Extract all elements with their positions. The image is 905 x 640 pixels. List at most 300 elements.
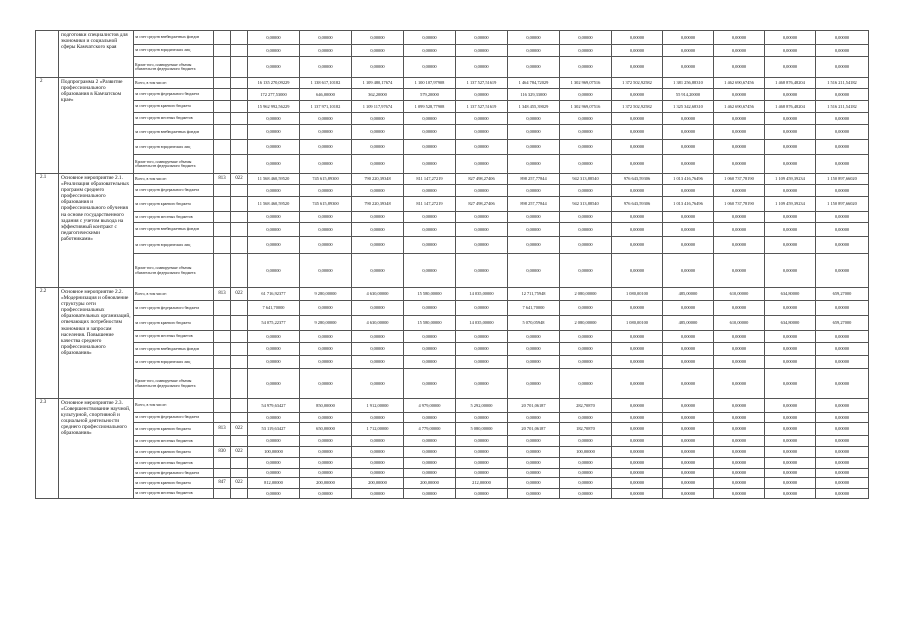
amount-cell: 0,00000 bbox=[456, 223, 508, 237]
amount-cell: 0,00000 bbox=[508, 237, 560, 254]
amount-cell: 0,00000 bbox=[404, 125, 456, 140]
amount-cell: 0,00000 bbox=[404, 343, 456, 356]
amount-cell: 100,00000 bbox=[248, 447, 300, 458]
amount-cell: 0,00000 bbox=[663, 436, 714, 447]
amount-cell: 0,00000 bbox=[714, 458, 765, 469]
amount-cell: 5 070,05948 bbox=[508, 316, 560, 331]
rzpr-code bbox=[231, 125, 248, 140]
amount-cell: 0,00000 bbox=[663, 301, 714, 316]
amount-cell: 0,00000 bbox=[765, 140, 816, 155]
amount-cell: 0,00000 bbox=[352, 301, 404, 316]
amount-cell: 0,00000 bbox=[352, 45, 404, 57]
table-row bbox=[36, 458, 869, 469]
section-number: 2 bbox=[36, 78, 59, 174]
amount-cell: 0,00000 bbox=[352, 356, 404, 369]
amount-cell: 0,00000 bbox=[300, 436, 352, 447]
rzpr-code bbox=[231, 197, 248, 212]
amount-cell: 0,00000 bbox=[456, 331, 508, 343]
grbs-code: 813 bbox=[214, 288, 231, 301]
amount-cell: 0,00000 bbox=[714, 436, 765, 447]
amount-cell: 0,00000 bbox=[765, 413, 816, 423]
amount-cell: 0,00000 bbox=[404, 185, 456, 197]
amount-cell: 0,00000 bbox=[404, 223, 456, 237]
funding-source: за счет средств юридических лиц bbox=[134, 237, 214, 254]
amount-cell: 0,00000 bbox=[300, 413, 352, 423]
amount-cell: 0,00000 bbox=[663, 223, 714, 237]
amount-cell: 172 277,53000 bbox=[248, 89, 300, 101]
table-row bbox=[36, 185, 869, 197]
funding-source: за счет средств краевого бюджета bbox=[134, 447, 214, 458]
amount-cell: 200,00000 bbox=[300, 478, 352, 489]
amount-cell: 0,00000 bbox=[612, 369, 663, 399]
amount-cell: 0,00000 bbox=[248, 436, 300, 447]
amount-cell: 0,00000 bbox=[765, 237, 816, 254]
amount-cell: 0,00000 bbox=[816, 413, 869, 423]
funding-source: за счет средств краевого бюджета bbox=[134, 423, 214, 436]
funding-source: Всего, в том числе: bbox=[134, 399, 214, 413]
amount-cell: 0,00000 bbox=[352, 185, 404, 197]
funding-source: за счет средств краевого бюджета bbox=[134, 101, 214, 113]
amount-cell: 0,00000 bbox=[663, 469, 714, 478]
amount-cell: 0,00000 bbox=[612, 57, 663, 78]
amount-cell: 0,00000 bbox=[560, 45, 612, 57]
grbs-code bbox=[214, 113, 231, 125]
amount-cell: 0,00000 bbox=[508, 45, 560, 57]
amount-cell: 1 137 527,51619 bbox=[456, 78, 508, 89]
rzpr-code bbox=[231, 254, 248, 288]
amount-cell: 0,00000 bbox=[560, 469, 612, 478]
amount-cell: 0,00000 bbox=[248, 223, 300, 237]
amount-cell: 0,00000 bbox=[248, 45, 300, 57]
amount-cell: 0,00000 bbox=[612, 301, 663, 316]
rzpr-code: 022 bbox=[231, 423, 248, 436]
amount-cell: 0,00000 bbox=[612, 125, 663, 140]
funding-source: за счет средств внебюджетных фондов bbox=[134, 31, 214, 45]
amount-cell: 0,00000 bbox=[816, 155, 869, 174]
amount-cell: 0,00000 bbox=[508, 413, 560, 423]
section-number: 2.2 bbox=[36, 288, 59, 399]
amount-cell: 0,00000 bbox=[404, 140, 456, 155]
rzpr-code bbox=[231, 185, 248, 197]
funding-source: за счет средств местных бюджетов bbox=[134, 212, 214, 223]
amount-cell: 1 912,00000 bbox=[352, 399, 404, 413]
amount-cell: 646,00000 bbox=[300, 89, 352, 101]
amount-cell: 0,00000 bbox=[300, 343, 352, 356]
grbs-code: 830 bbox=[214, 447, 231, 458]
amount-cell: 0,00000 bbox=[816, 423, 869, 436]
amount-cell: 0,00000 bbox=[248, 185, 300, 197]
amount-cell: 0,00000 bbox=[300, 57, 352, 78]
amount-cell: 0,00000 bbox=[714, 447, 765, 458]
amount-cell: 0,00000 bbox=[816, 447, 869, 458]
table-row bbox=[36, 155, 869, 174]
amount-cell: 1 325 342,68310 bbox=[663, 101, 714, 113]
amount-cell: 0,00000 bbox=[508, 254, 560, 288]
amount-cell: 0,00000 bbox=[612, 399, 663, 413]
amount-cell: 0,00000 bbox=[765, 369, 816, 399]
table-row bbox=[36, 101, 869, 113]
amount-cell: 634,80000 bbox=[765, 288, 816, 301]
amount-cell: 0,00000 bbox=[300, 301, 352, 316]
amount-cell: 827 498,27406 bbox=[456, 197, 508, 212]
funding-source: за счет средств местных бюджетов bbox=[134, 458, 214, 469]
amount-cell: 0,00000 bbox=[300, 254, 352, 288]
amount-cell: 0,00000 bbox=[404, 212, 456, 223]
amount-cell: 0,00000 bbox=[816, 212, 869, 223]
amount-cell: 790 220,39348 bbox=[352, 174, 404, 185]
amount-cell: 0,00000 bbox=[714, 489, 765, 499]
table-row bbox=[36, 331, 869, 343]
amount-cell: 0,00000 bbox=[714, 212, 765, 223]
table-row bbox=[36, 447, 869, 458]
table-row bbox=[36, 343, 869, 356]
amount-cell: 0,00000 bbox=[714, 413, 765, 423]
amount-cell: 61 716,92377 bbox=[248, 288, 300, 301]
amount-cell: 1 712,00000 bbox=[352, 423, 404, 436]
rzpr-code bbox=[231, 45, 248, 57]
amount-cell: 0,00000 bbox=[714, 223, 765, 237]
grbs-code bbox=[214, 331, 231, 343]
amount-cell: 0,00000 bbox=[560, 113, 612, 125]
amount-cell: 0,00000 bbox=[404, 301, 456, 316]
amount-cell: 0,00000 bbox=[714, 89, 765, 101]
budget-allocation-table bbox=[35, 30, 869, 499]
amount-cell: 0,00000 bbox=[560, 458, 612, 469]
amount-cell: 14 035,00000 bbox=[456, 316, 508, 331]
amount-cell: 4 779,00000 bbox=[404, 423, 456, 436]
amount-cell: 0,00000 bbox=[300, 237, 352, 254]
amount-cell: 0,00000 bbox=[663, 254, 714, 288]
funding-source: за счет средств федерального бюджета bbox=[134, 469, 214, 478]
amount-cell: 0,00000 bbox=[248, 343, 300, 356]
amount-cell: 0,00000 bbox=[248, 237, 300, 254]
amount-cell: 1 150 897,66020 bbox=[816, 197, 869, 212]
table-row bbox=[36, 356, 869, 369]
amount-cell: 0,00000 bbox=[300, 223, 352, 237]
amount-cell: 200,00000 bbox=[352, 478, 404, 489]
amount-cell: 0,00000 bbox=[714, 356, 765, 369]
amount-cell: 1 468 876,48204 bbox=[765, 78, 816, 89]
section-number bbox=[36, 31, 59, 78]
amount-cell: 0,00000 bbox=[404, 237, 456, 254]
grbs-code bbox=[214, 343, 231, 356]
amount-cell: 7 641,70000 bbox=[508, 301, 560, 316]
amount-cell: 1 109 459,39234 bbox=[765, 174, 816, 185]
funding-source: за счет средств федерального бюджета bbox=[134, 413, 214, 423]
amount-cell: 0,00000 bbox=[765, 423, 816, 436]
amount-cell: 0,00000 bbox=[816, 45, 869, 57]
rzpr-code bbox=[231, 57, 248, 78]
grbs-code bbox=[214, 125, 231, 140]
grbs-code bbox=[214, 89, 231, 101]
amount-cell: 0,00000 bbox=[612, 343, 663, 356]
rzpr-code bbox=[231, 101, 248, 113]
amount-cell: 650,00000 bbox=[300, 423, 352, 436]
amount-cell: 0,00000 bbox=[560, 89, 612, 101]
table-row bbox=[36, 197, 869, 212]
amount-cell: 0,00000 bbox=[765, 31, 816, 45]
amount-cell: 0,00000 bbox=[300, 469, 352, 478]
funding-source: за счет средств местных бюджетов bbox=[134, 113, 214, 125]
amount-cell: 1 372 502,92582 bbox=[612, 78, 663, 89]
amount-cell: 0,00000 bbox=[816, 237, 869, 254]
amount-cell: 0,00000 bbox=[816, 458, 869, 469]
section-number: 2.3 bbox=[36, 399, 59, 499]
table-row bbox=[36, 78, 869, 89]
funding-source: за счет средств юридических лиц bbox=[134, 140, 214, 155]
amount-cell: 0,00000 bbox=[300, 185, 352, 197]
funding-source: Всего, в том числе: bbox=[134, 78, 214, 89]
amount-cell: 0,00000 bbox=[663, 356, 714, 369]
amount-cell: 0,00000 bbox=[508, 436, 560, 447]
amount-cell: 0,00000 bbox=[765, 155, 816, 174]
amount-cell: 0,00000 bbox=[352, 369, 404, 399]
amount-cell: 1 013 416,76496 bbox=[663, 174, 714, 185]
amount-cell: 0,00000 bbox=[765, 89, 816, 101]
amount-cell: 0,00000 bbox=[816, 254, 869, 288]
amount-cell: 0,00000 bbox=[508, 185, 560, 197]
amount-cell: 0,00000 bbox=[714, 478, 765, 489]
amount-cell: 1 060 737,78190 bbox=[714, 197, 765, 212]
amount-cell: 898 257,77844 bbox=[508, 174, 560, 185]
amount-cell: 0,00000 bbox=[663, 212, 714, 223]
amount-cell: 610,00000 bbox=[714, 288, 765, 301]
amount-cell: 0,00000 bbox=[352, 140, 404, 155]
amount-cell: 1 109 459,39234 bbox=[765, 197, 816, 212]
amount-cell: 362,20000 bbox=[352, 89, 404, 101]
amount-cell: 0,00000 bbox=[560, 237, 612, 254]
amount-cell: 0,00000 bbox=[560, 369, 612, 399]
amount-cell: 0,00000 bbox=[663, 447, 714, 458]
rzpr-code bbox=[231, 31, 248, 45]
funding-source: за счет средств федерального бюджета bbox=[134, 89, 214, 101]
grbs-code bbox=[214, 223, 231, 237]
grbs-code bbox=[214, 185, 231, 197]
amount-cell: 850,00000 bbox=[300, 399, 352, 413]
amount-cell: 1 137 527,51619 bbox=[456, 101, 508, 113]
amount-cell: 9 280,00000 bbox=[300, 316, 352, 331]
amount-cell: 0,00000 bbox=[714, 331, 765, 343]
amount-cell: 0,00000 bbox=[560, 57, 612, 78]
funding-source: Кроме того, планируемые объемы обязательств федерального бюджета bbox=[134, 369, 214, 399]
amount-cell: 0,00000 bbox=[456, 489, 508, 499]
amount-cell: 0,00000 bbox=[663, 413, 714, 423]
amount-cell: 0,00000 bbox=[560, 478, 612, 489]
amount-cell: 0,00000 bbox=[612, 478, 663, 489]
amount-cell: 0,00000 bbox=[352, 343, 404, 356]
amount-cell: 0,00000 bbox=[248, 469, 300, 478]
amount-cell: 0,00000 bbox=[508, 140, 560, 155]
amount-cell: 0,00000 bbox=[765, 185, 816, 197]
rzpr-code bbox=[231, 223, 248, 237]
amount-cell: 1 302 969,07516 bbox=[560, 101, 612, 113]
amount-cell: 0,00000 bbox=[663, 369, 714, 399]
rzpr-code bbox=[231, 140, 248, 155]
amount-cell: 0,00000 bbox=[612, 447, 663, 458]
amount-cell: 1 100 107,97908 bbox=[404, 78, 456, 89]
amount-cell: 0,00000 bbox=[765, 356, 816, 369]
amount-cell: 0,00000 bbox=[508, 57, 560, 78]
amount-cell: 0,00000 bbox=[404, 356, 456, 369]
amount-cell: 0,00000 bbox=[560, 31, 612, 45]
amount-cell: 0,00000 bbox=[456, 185, 508, 197]
rzpr-code bbox=[231, 78, 248, 89]
table-row bbox=[36, 436, 869, 447]
amount-cell: 0,00000 bbox=[248, 369, 300, 399]
amount-cell: 0,00000 bbox=[612, 469, 663, 478]
grbs-code bbox=[214, 78, 231, 89]
grbs-code bbox=[214, 237, 231, 254]
amount-cell: 0,00000 bbox=[404, 413, 456, 423]
amount-cell: 0,00000 bbox=[765, 399, 816, 413]
amount-cell: 0,00000 bbox=[560, 254, 612, 288]
funding-source: Кроме того, планируемые объемы обязательств федерального бюджета bbox=[134, 57, 214, 78]
amount-cell: 0,00000 bbox=[816, 399, 869, 413]
amount-cell: 0,00000 bbox=[612, 458, 663, 469]
amount-cell: 0,00000 bbox=[456, 254, 508, 288]
amount-cell: 0,00000 bbox=[663, 57, 714, 78]
amount-cell: 1 137 971,10182 bbox=[300, 101, 352, 113]
amount-cell: 0,00000 bbox=[663, 45, 714, 57]
amount-cell: 0,00000 bbox=[456, 469, 508, 478]
amount-cell: 9 280,00000 bbox=[300, 288, 352, 301]
rzpr-code: 022 bbox=[231, 288, 248, 301]
rzpr-code bbox=[231, 458, 248, 469]
amount-cell: 659,27000 bbox=[816, 288, 869, 301]
table-row bbox=[36, 212, 869, 223]
section-number: 2.1 bbox=[36, 174, 59, 288]
amount-cell: 14 035,00000 bbox=[456, 288, 508, 301]
amount-cell: 0,00000 bbox=[714, 369, 765, 399]
amount-cell: 0,00000 bbox=[508, 458, 560, 469]
amount-cell: 579,20000 bbox=[404, 89, 456, 101]
amount-cell: 0,00000 bbox=[456, 369, 508, 399]
grbs-code: 813 bbox=[214, 423, 231, 436]
funding-source: Кроме того, планируемые объемы обязательств федерального бюджета bbox=[134, 155, 214, 174]
amount-cell: 0,00000 bbox=[765, 254, 816, 288]
rzpr-code bbox=[231, 237, 248, 254]
amount-cell: 0,00000 bbox=[456, 45, 508, 57]
amount-cell: 0,00000 bbox=[456, 301, 508, 316]
amount-cell: 0,00000 bbox=[404, 57, 456, 78]
amount-cell: 0,00000 bbox=[404, 436, 456, 447]
amount-cell: 0,00000 bbox=[612, 356, 663, 369]
rzpr-code bbox=[231, 212, 248, 223]
amount-cell: 0,00000 bbox=[816, 436, 869, 447]
amount-cell: 0,00000 bbox=[560, 343, 612, 356]
amount-cell: 0,00000 bbox=[404, 331, 456, 343]
amount-cell: 0,00000 bbox=[300, 212, 352, 223]
amount-cell: 0,00000 bbox=[456, 447, 508, 458]
amount-cell: 0,00000 bbox=[352, 489, 404, 499]
grbs-code bbox=[214, 31, 231, 45]
amount-cell: 0,00000 bbox=[612, 185, 663, 197]
amount-cell: 0,00000 bbox=[765, 331, 816, 343]
rzpr-code bbox=[231, 316, 248, 331]
amount-cell: 0,00000 bbox=[248, 212, 300, 223]
amount-cell: 0,00000 bbox=[816, 489, 869, 499]
funding-source: за счет средств краевого бюджета bbox=[134, 316, 214, 331]
section-name: Подпрограмма 2 «Развитие профессионального образования в Камчатском крае» bbox=[59, 78, 134, 174]
amount-cell: 0,00000 bbox=[352, 125, 404, 140]
amount-cell: 0,00000 bbox=[508, 125, 560, 140]
amount-cell: 0,00000 bbox=[612, 254, 663, 288]
amount-cell: 0,00000 bbox=[560, 413, 612, 423]
amount-cell: 0,00000 bbox=[765, 458, 816, 469]
table-row bbox=[36, 316, 869, 331]
amount-cell: 0,00000 bbox=[765, 343, 816, 356]
amount-cell: 898 257,77844 bbox=[508, 197, 560, 212]
amount-cell: 0,00000 bbox=[816, 223, 869, 237]
amount-cell: 0,00000 bbox=[300, 155, 352, 174]
amount-cell: 634,80000 bbox=[765, 316, 816, 331]
amount-cell: 0,00000 bbox=[404, 155, 456, 174]
amount-cell: 4 979,00000 bbox=[404, 399, 456, 413]
amount-cell: 0,00000 bbox=[560, 140, 612, 155]
amount-cell: 1 516 211,54182 bbox=[816, 101, 869, 113]
grbs-code bbox=[214, 101, 231, 113]
rzpr-code bbox=[231, 89, 248, 101]
grbs-code bbox=[214, 140, 231, 155]
amount-cell: 0,00000 bbox=[816, 369, 869, 399]
amount-cell: 1 080,00100 bbox=[612, 316, 663, 331]
amount-cell: 0,00000 bbox=[300, 331, 352, 343]
amount-cell: 0,00000 bbox=[816, 478, 869, 489]
amount-cell: 0,00000 bbox=[248, 125, 300, 140]
amount-cell: 16 135 270,09229 bbox=[248, 78, 300, 89]
amount-cell: 0,00000 bbox=[248, 254, 300, 288]
amount-cell: 0,00000 bbox=[456, 31, 508, 45]
amount-cell: 0,00000 bbox=[663, 125, 714, 140]
table-row bbox=[36, 57, 869, 78]
amount-cell: 0,00000 bbox=[352, 469, 404, 478]
table-row bbox=[36, 288, 869, 301]
table-row bbox=[36, 254, 869, 288]
amount-cell: 0,00000 bbox=[456, 458, 508, 469]
amount-cell: 0,00000 bbox=[560, 223, 612, 237]
amount-cell: 0,00000 bbox=[663, 185, 714, 197]
amount-cell: 0,00000 bbox=[560, 155, 612, 174]
amount-cell: 54 979,63427 bbox=[248, 399, 300, 413]
amount-cell: 20 701,06187 bbox=[508, 423, 560, 436]
amount-cell: 0,00000 bbox=[456, 57, 508, 78]
amount-cell: 0,00000 bbox=[714, 301, 765, 316]
amount-cell: 1 138 617,10182 bbox=[300, 78, 352, 89]
grbs-code bbox=[214, 413, 231, 423]
grbs-code bbox=[214, 254, 231, 288]
rzpr-code bbox=[231, 343, 248, 356]
table-row bbox=[36, 89, 869, 101]
amount-cell: 0,00000 bbox=[456, 436, 508, 447]
grbs-code bbox=[214, 155, 231, 174]
amount-cell: 610,00000 bbox=[714, 316, 765, 331]
amount-cell: 0,00000 bbox=[816, 113, 869, 125]
amount-cell: 0,00000 bbox=[663, 113, 714, 125]
amount-cell: 0,00000 bbox=[300, 458, 352, 469]
amount-cell: 0,00000 bbox=[248, 489, 300, 499]
amount-cell: 0,00000 bbox=[663, 423, 714, 436]
amount-cell: 0,00000 bbox=[456, 89, 508, 101]
amount-cell: 976 643,59306 bbox=[612, 174, 663, 185]
amount-cell: 0,00000 bbox=[508, 489, 560, 499]
amount-cell: 53 119,63427 bbox=[248, 423, 300, 436]
amount-cell: 0,00000 bbox=[816, 89, 869, 101]
amount-cell: 0,00000 bbox=[816, 57, 869, 78]
amount-cell: 0,00000 bbox=[714, 343, 765, 356]
amount-cell: 0,00000 bbox=[508, 356, 560, 369]
rzpr-code: 022 bbox=[231, 447, 248, 458]
table-row bbox=[36, 489, 869, 499]
